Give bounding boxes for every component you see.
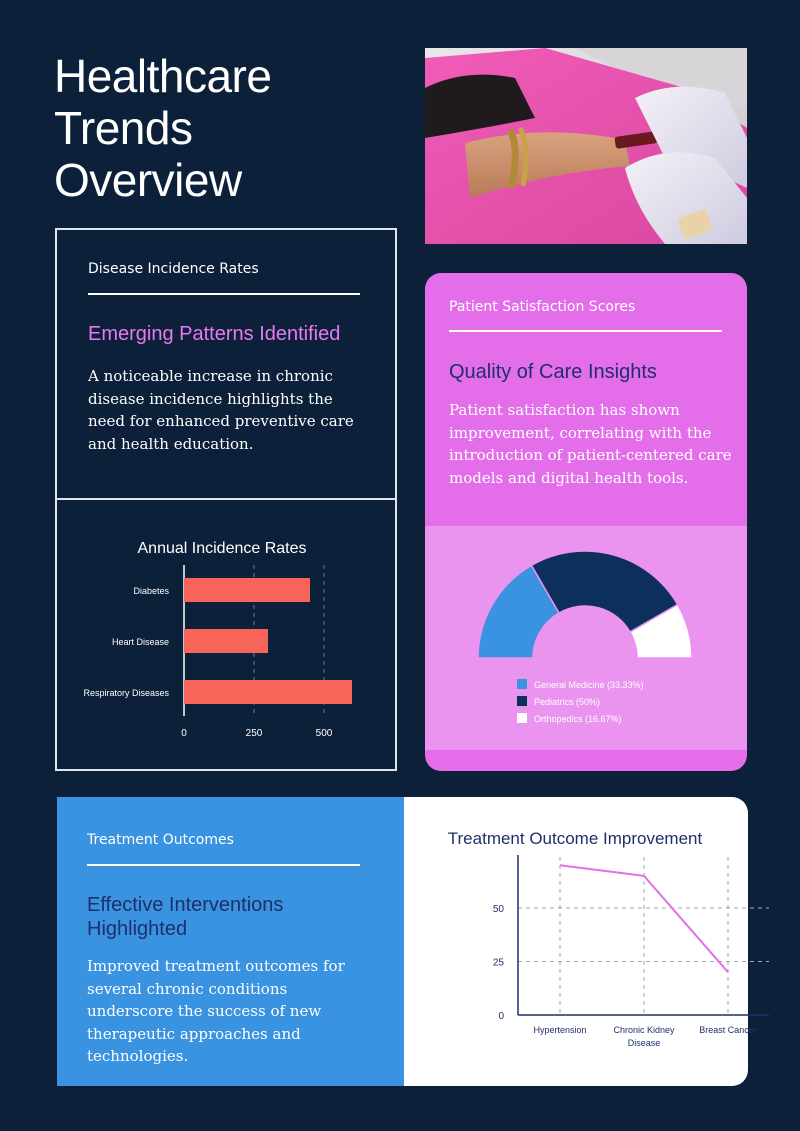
line-chart-title: Treatment Outcome Improvement [447, 829, 703, 848]
disease-card-rule [88, 293, 360, 295]
satisfaction-chart-panel [425, 526, 747, 750]
legend-swatch [517, 713, 527, 723]
blood-draw-photo-illustration [425, 48, 747, 244]
satisfaction-card-body: Patient satisfaction has shown improvement, correlating with the introduction of patient-centered care models and digital health tools. [449, 401, 732, 487]
bar-category-label: Respiratory Diseases [83, 688, 169, 698]
legend-label: Pediatrics (50%) [534, 697, 601, 707]
line-x-tick-label: Hypertension [533, 1025, 587, 1035]
satisfaction-card-rule [449, 330, 722, 332]
bar-x-tick-label: 0 [181, 728, 187, 739]
treatment-outcomes-card [57, 797, 757, 1086]
page-title [54, 50, 394, 206]
bar [184, 629, 268, 653]
treatment-outcome-line-chart [404, 797, 757, 1086]
satisfaction-card-heading: Quality of Care Insights [449, 361, 657, 383]
blood-draw-photo [425, 48, 747, 244]
outcomes-card-body: Improved treatment outcomes for several chronic conditions underscore the success of new therapeutic approaches and technologies. [87, 957, 345, 1065]
outcomes-card-heading: Effective Interventions Highlighted [87, 894, 284, 940]
bar-x-tick-label: 250 [245, 728, 263, 739]
line-y-tick-label: 25 [492, 957, 504, 969]
line-x-tick-label: Breast Cancer [699, 1025, 757, 1035]
annual-incidence-bar-chart [57, 500, 395, 740]
disease-incidence-card [55, 228, 397, 771]
bar-chart-title: Annual Incidence Rates [137, 540, 307, 557]
title-line: Overview [54, 154, 242, 206]
bar-category-label: Diabetes [133, 586, 169, 596]
treatment-outcomes-text-panel [57, 797, 404, 1086]
legend-swatch [517, 696, 527, 706]
bar [184, 680, 352, 704]
disease-card-heading: Emerging Patterns Identified [88, 323, 341, 345]
title-line: Healthcare [54, 50, 272, 102]
outcomes-card-label: Treatment Outcomes [87, 832, 234, 848]
disease-card-body: A noticeable increase in chronic disease incidence highlights the need for enhanced preventive care and health education. [88, 367, 354, 453]
line-y-tick-label: 50 [492, 904, 504, 915]
legend-label: Orthopedics (16.67%) [534, 714, 622, 724]
legend-label: General Medicine (33.33%) [534, 680, 644, 690]
outcomes-card-rule [87, 864, 360, 866]
line-x-tick-label: Chronic Kidney Disease [613, 1025, 675, 1048]
patient-satisfaction-card [425, 273, 747, 771]
bar-category-label: Heart Disease [111, 637, 169, 647]
line-y-tick-label: 0 [498, 1011, 504, 1022]
bar [184, 578, 310, 602]
care-distribution-half-donut-chart [425, 526, 747, 750]
satisfaction-card-label: Patient Satisfaction Scores [449, 299, 636, 315]
disease-card-label: Disease Incidence Rates [88, 261, 259, 277]
bar-x-tick-label: 500 [315, 728, 333, 739]
title-line: Trends [54, 102, 193, 154]
legend-swatch [517, 679, 527, 689]
